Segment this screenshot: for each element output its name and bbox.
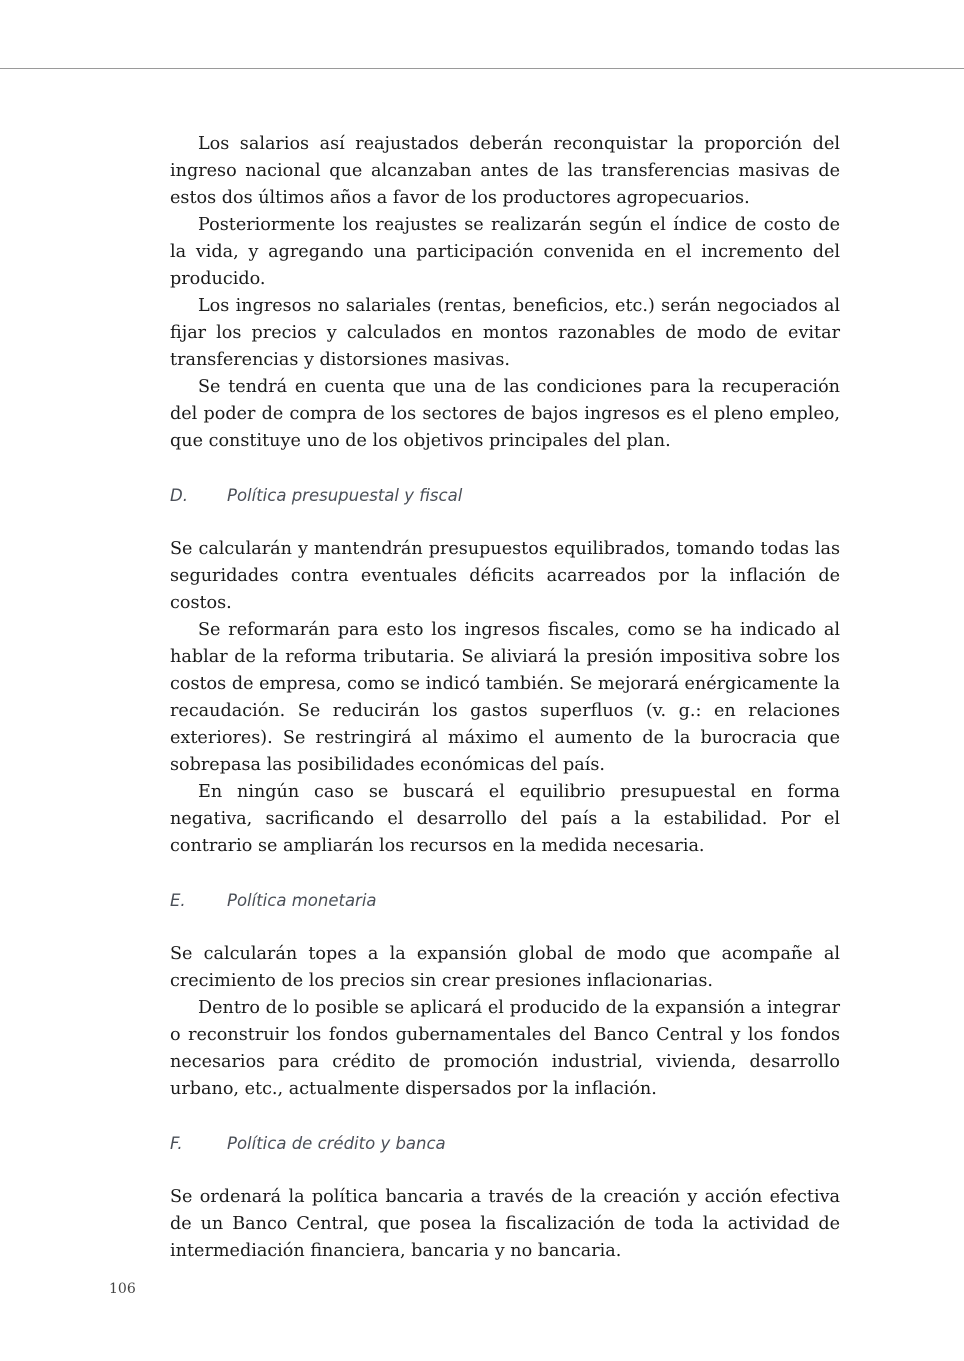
paragraph: Dentro de lo posible se aplicará el producido de la expansión a integrar o reconstruir los fondos gubernamentales del Banco Central y los fondos necesarios para crédito de promoción industrial, vivienda, desarrollo urbano, etc., actualmente dispersados por la inflación. [170, 998, 840, 1099]
section-letter: E. [170, 891, 186, 910]
paragraph: Los ingresos no salariales (rentas, beneficios, etc.) serán negociados al fijar los precios y calculados en montos razonables de modo de evitar transferencias y distorsiones masivas. [170, 296, 840, 370]
section-heading-e [170, 887, 840, 914]
page-body [170, 131, 840, 1265]
section-title: Política presupuestal y fiscal [227, 486, 463, 505]
paragraph: Se calcularán topes a la expansión global de modo que acompañe al crecimiento de los precios sin crear presiones inflacionarias. [170, 944, 840, 991]
page-number: 106 [109, 1281, 136, 1297]
paragraph: Se reformarán para esto los ingresos fiscales, como se ha indicado al hablar de la reforma tributaria. Se aliviará la presión impositiva sobre los costos de empresa, como se indicó también. Se mejorará enérgicamente la recaudación. Se reducirán los gastos superfluos (v. g.: en relaciones exteriores). Se restringirá al máximo el aumento de la burocracia que sobrepasa las posibilidades económicas del país. [170, 620, 840, 775]
paragraph: Se calcularán y mantendrán presupuestos equilibrados, tomando todas las seguridades contra eventuales déficits acarreados por la inflación de costos. [170, 539, 840, 613]
section-heading-f [170, 1130, 840, 1157]
section-letter: D. [170, 486, 188, 505]
paragraph: Se ordenará la política bancaria a través de la creación y acción efectiva de un Banco Central, que posea la fiscalización de toda la actividad de intermediación financiera, bancaria y no bancaria. [170, 1187, 840, 1261]
paragraph: Posteriormente los reajustes se realizarán según el índice de costo de la vida, y agregando una participación convenida en el incremento del producido. [170, 215, 840, 289]
section-title: Política monetaria [227, 891, 377, 910]
section-title: Política de crédito y banca [227, 1134, 446, 1153]
paragraph: Se tendrá en cuenta que una de las condiciones para la recuperación del poder de compra de los sectores de bajos ingresos es el pleno empleo, que constituye uno de los objetivos principales del plan. [170, 377, 840, 451]
paragraph: En ningún caso se buscará el equilibrio presupuestal en forma negativa, sacrificando el desarrollo del país a la estabilidad. Por el contrario se ampliarán los recursos en la medida necesaria. [170, 782, 840, 856]
paragraph: Los salarios así reajustados deberán reconquistar la proporción del ingreso nacional que alcanzaban antes de las transferencias masivas de estos dos últimos años a favor de los productores agropecuarios. [170, 134, 840, 208]
section-heading-d [170, 482, 840, 509]
header-rule [0, 68, 964, 69]
section-letter: F. [170, 1134, 183, 1153]
